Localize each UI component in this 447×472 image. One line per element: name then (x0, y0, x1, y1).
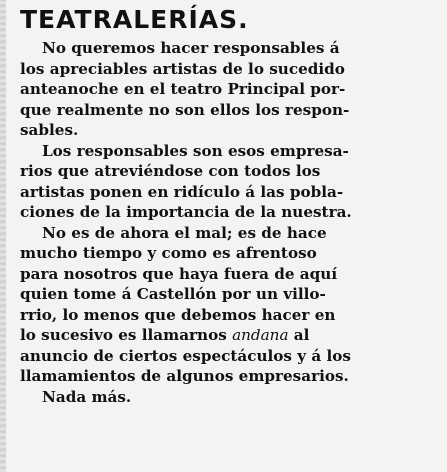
paragraph-4 (20, 387, 438, 408)
article (20, 6, 438, 407)
text-line: los apreciables artistas de lo sucedido (20, 59, 345, 78)
text-line: llamamientos de algunos empresarios. (20, 367, 349, 385)
text-line: artistas ponen en ridículo á las pobla- (20, 182, 344, 201)
text-fragment: lo sucesivo es llamarnos (20, 326, 233, 344)
article-headline: TEATRALERÍAS. (20, 5, 249, 34)
text-line: Nada más. (42, 387, 132, 406)
text-line: rrio, lo menos que debemos hacer en (20, 305, 336, 324)
text-line: quien tome á Castellón por un villo- (20, 285, 326, 303)
text-line: rios que atreviéndose con todos los (20, 162, 321, 180)
text-line: ciones de la importancia de la nuestra. (20, 203, 352, 221)
text-line: anuncio de ciertos espectáculos y á los (20, 346, 351, 365)
emphasized-word: andana (232, 326, 289, 344)
page-margin-edge (0, 0, 6, 472)
text-line: anteanoche en el teatro Principal por- (20, 80, 346, 98)
text-line-with-emphasis (20, 325, 438, 346)
text-line: No queremos hacer responsables á (42, 39, 340, 57)
text-line: Los responsables son esos empresa- (42, 141, 349, 160)
text-line: mucho tiempo y como es afrentoso (20, 244, 317, 262)
paragraph-3 (20, 223, 438, 387)
text-line: para nosotros que haya fuera de aquí (20, 264, 338, 283)
text-line: No es de ahora el mal; es de hace (42, 223, 327, 242)
text-line: sables. (20, 121, 79, 139)
paragraph-1 (20, 38, 438, 141)
paragraph-2 (20, 141, 438, 223)
text-fragment: al (288, 326, 310, 344)
text-line: que realmente no son ellos los respon- (20, 100, 350, 119)
